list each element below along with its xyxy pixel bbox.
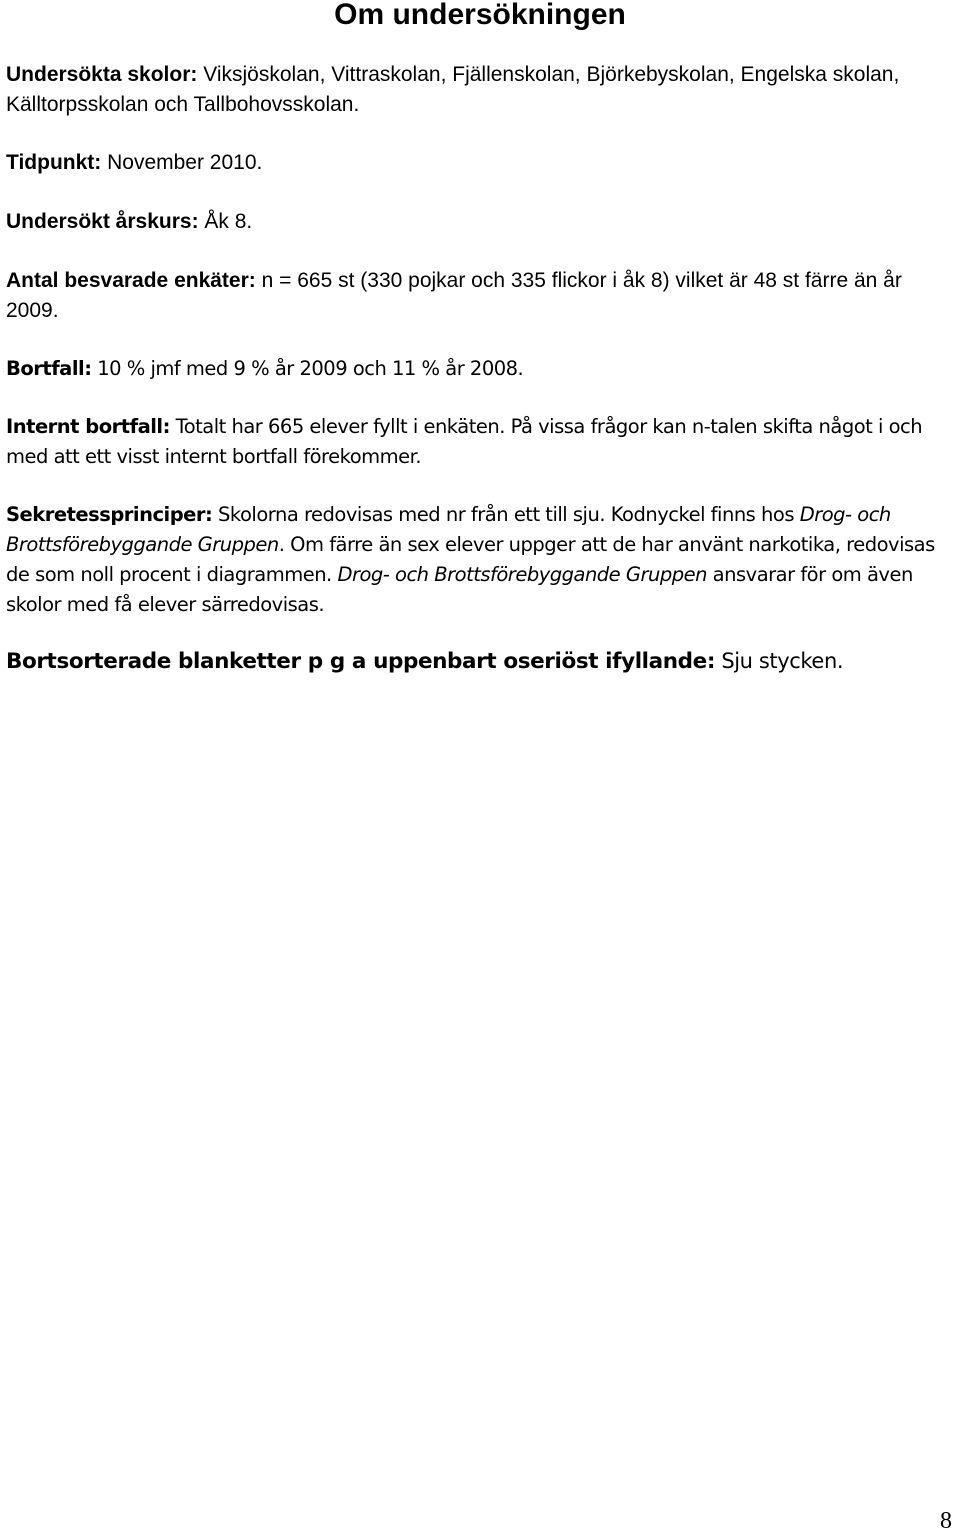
discarded-paragraph	[6, 646, 956, 677]
confidentiality-text-1: Skolorna redovisas med nr från ett till sju. Kodnyckel finns hos	[212, 503, 800, 526]
responses-paragraph	[6, 266, 956, 326]
internal-dropout-text: Totalt har 665 elever fyllt i enkäten. På vissa frågor kan n-talen skifta något i och med att ett visst internt bortfall förekommer.	[6, 415, 923, 468]
responses-text: n = 665 st (330 pojkar och 335 flickor i åk 8) vilket är 48 st färre än år 2009.	[6, 269, 902, 322]
confidentiality-paragraph	[6, 500, 956, 620]
grade-text: Åk 8.	[198, 210, 253, 233]
confidentiality-label: Sekretessprinciper:	[6, 503, 213, 526]
dropout-text: 10 % jmf med 9 % år 2009 och 11 % år 2008.	[91, 357, 524, 380]
discarded-label: Bortsorterade blanketter p g a uppenbart oseriöst ifyllande:	[6, 649, 716, 674]
confidentiality-italic-2: Drog- och Brottsförebyggande Gruppen	[337, 563, 707, 586]
internal-dropout-label: Internt bortfall:	[6, 415, 170, 438]
timing-paragraph	[6, 148, 956, 178]
grade-paragraph	[6, 207, 956, 237]
discarded-text: Sju stycken.	[715, 649, 844, 673]
responses-label: Antal besvarade enkäter:	[6, 269, 256, 292]
dropout-label: Bortfall:	[6, 357, 92, 380]
schools-paragraph	[6, 60, 956, 120]
page-number: 8	[940, 1508, 952, 1534]
dropout-paragraph	[6, 354, 956, 384]
grade-label: Undersökt årskurs:	[6, 210, 199, 233]
confidentiality-italic-1: Drog- och Brottsförebyggande Gruppen	[6, 503, 891, 556]
internal-dropout-paragraph	[6, 412, 956, 472]
confidentiality-text-2: . Om färre än sex elever uppger att de har använt narkotika, redovisas de som noll procent i diagrammen.	[6, 533, 935, 586]
schools-text: Viksjöskolan, Vittraskolan, Fjällenskolan, Björkebyskolan, Engelska skolan, Källtorpsskolan och Tallbohovsskolan.	[6, 63, 900, 116]
schools-label: Undersökta skolor:	[6, 63, 198, 86]
timing-label: Tidpunkt:	[6, 151, 102, 174]
page-title: Om undersökningen	[334, 0, 626, 31]
confidentiality-text-3: ansvarar för om även skolor med få elever särredovisas.	[6, 563, 913, 616]
timing-text: November 2010.	[101, 151, 263, 174]
